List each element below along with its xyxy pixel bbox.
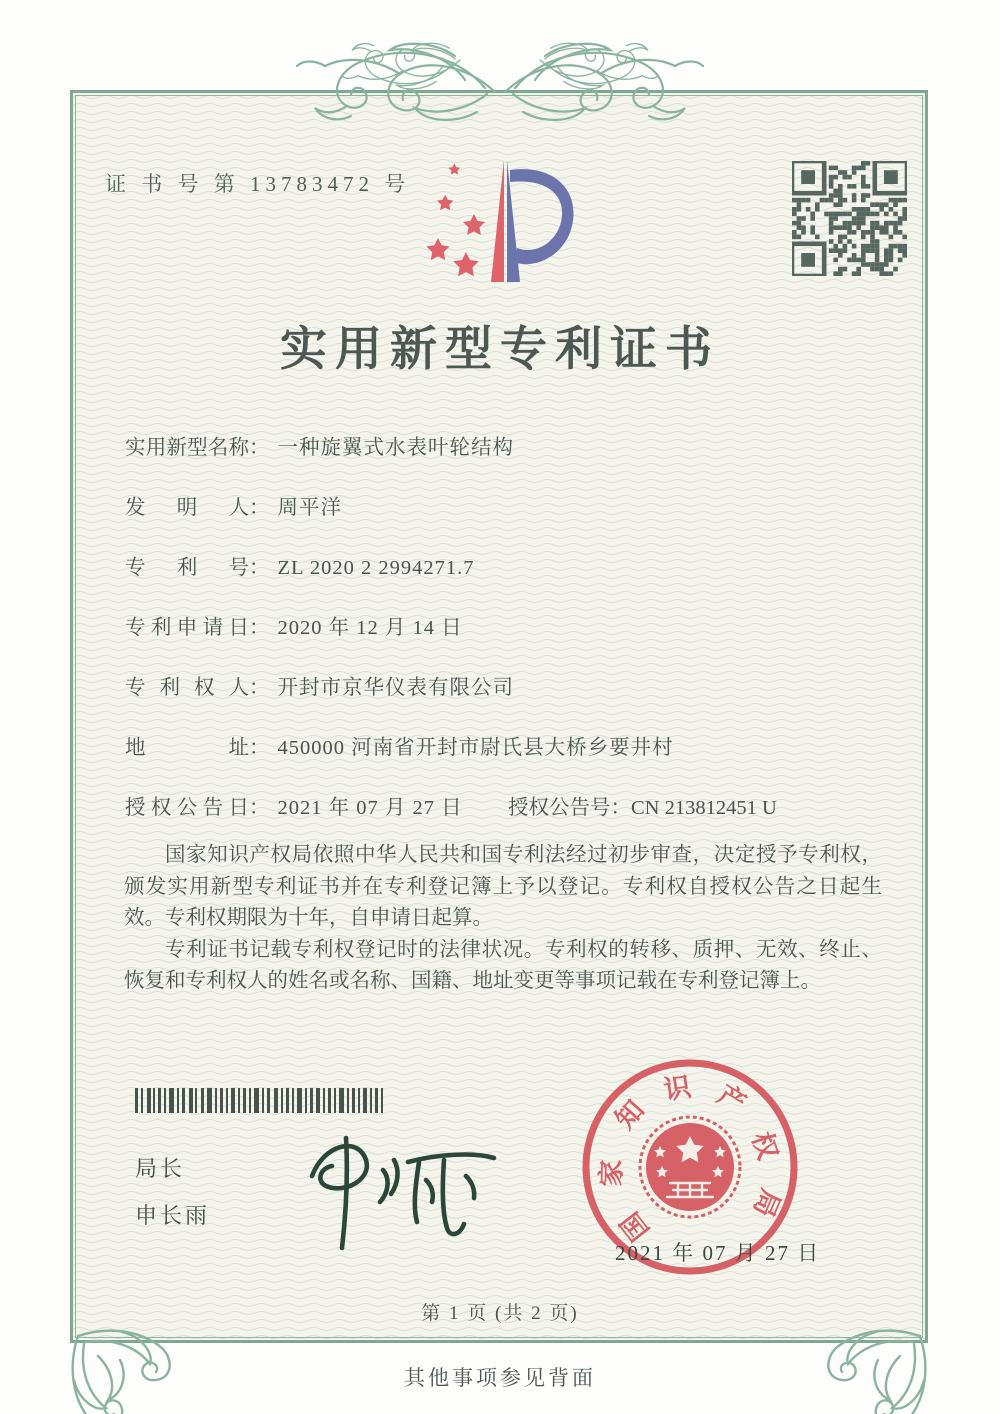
field-value: 450000 河南省开封市尉氏县大桥乡要井村: [277, 737, 674, 759]
field-address: 地址： 450000 河南省开封市尉氏县大桥乡要井村: [125, 730, 885, 790]
field-label: 专利申请日: [125, 617, 249, 639]
certificate-number: 证 书 号 第 13783472 号: [105, 172, 411, 196]
cnipa-logo-icon: [418, 148, 593, 298]
seal-char: 产: [712, 1079, 752, 1119]
field-label: 授权公告日: [125, 797, 249, 819]
certificate-title: 实用新型专利证书: [280, 324, 720, 376]
field-label: 专利号: [125, 557, 249, 579]
field-value: 2020 年 12 月 14 日: [277, 617, 463, 639]
seal-char: 家: [596, 1159, 627, 1187]
field-label: 地址: [125, 737, 249, 759]
field-filing-date: 专利申请日： 2020 年 12 月 14 日: [125, 610, 885, 670]
officer-signature: [286, 1118, 506, 1253]
field-grant-date: 授权公告日： 2021 年 07 月 27 日 授权公告号：CN 213812451 U: [125, 790, 885, 850]
legal-text: [124, 840, 882, 998]
seal-char: 识: [661, 1071, 694, 1106]
field-value: 一种旋翼式水表叶轮结构: [277, 437, 514, 459]
officer-title: 局长: [135, 1156, 186, 1181]
page-number: 第 1 页 (共 2 页): [421, 1303, 579, 1324]
field-name: 实用新型名称： 一种旋翼式水表叶轮结构: [125, 430, 885, 490]
seal-date: 2021 年 07 月 27 日: [615, 1241, 821, 1265]
field-list: [125, 430, 885, 850]
back-side-note: 其他事项参见背面: [404, 1366, 596, 1390]
field-grant-number: 授权公告号：CN 213812451 U: [508, 797, 777, 819]
field-label: 专利权人: [125, 677, 249, 699]
officer-block: [135, 1152, 210, 1246]
field-label: 发明人: [125, 497, 249, 519]
officer-name: 申长雨: [135, 1203, 211, 1228]
field-value: 周平洋: [277, 497, 342, 519]
legal-paragraph-1: 国家知识产权局依照中华人民共和国专利法经过初步审查，决定授予专利权，颁发实用新型专利证书并在专利登记簿上予以登记。专利权自授权公告之日起生效。专利权期限为十年，自申请日起算。: [124, 844, 882, 929]
legal-paragraph-2: 专利证书记载专利权登记时的法律状况。专利权的转移、质押、无效、终止、恢复和专利权人的姓名或名称、国籍、地址变更等事项记载在专利登记簿上。: [124, 938, 882, 992]
seal-char: 国: [614, 1206, 656, 1247]
field-label: 实用新型名称: [125, 437, 249, 459]
seal-char: 权: [746, 1128, 784, 1164]
field-value: ZL 2020 2 2994271.7: [277, 557, 475, 579]
field-patentee: 专利权人： 开封市京华仪表有限公司: [125, 670, 885, 730]
field-value: 2021 年 07 月 27 日: [277, 797, 463, 819]
field-value: 开封市京华仪表有限公司: [277, 677, 514, 699]
qr-code: [792, 161, 907, 281]
field-patent-no: 专利号： ZL 2020 2 2994271.7: [125, 550, 885, 610]
seal-char: 知: [609, 1094, 651, 1135]
barcode: [135, 1088, 385, 1113]
seal-char: 局: [747, 1184, 786, 1222]
field-inventor: 发明人： 周平洋: [125, 490, 885, 550]
